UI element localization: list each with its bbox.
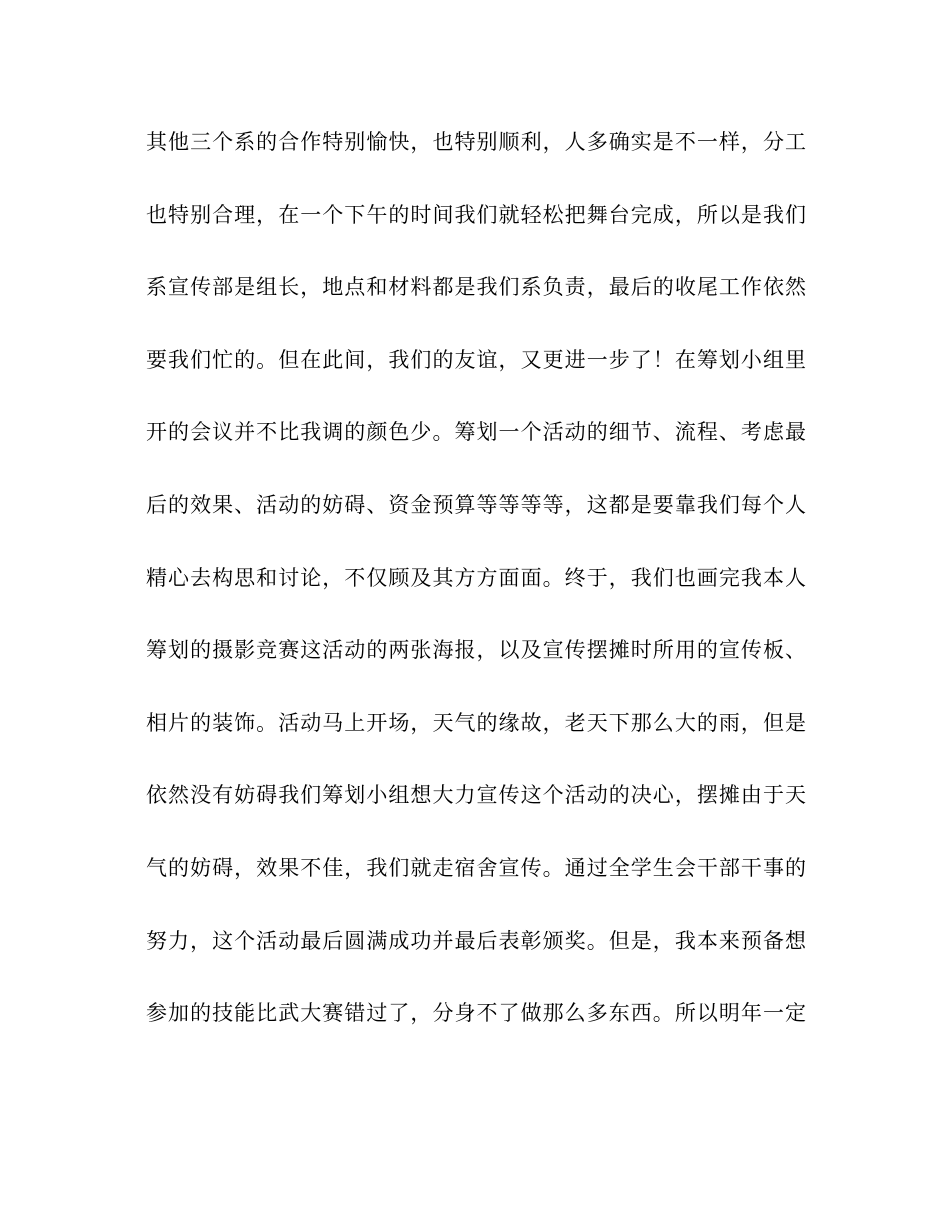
text-line: 系宣传部是组长，地点和材料都是我们系负责，最后的收尾工作依然 [146, 275, 806, 300]
text-line: 要我们忙的。但在此间，我们的友谊，又更进一步了！在筹划小组里 [146, 347, 806, 372]
body-text [146, 122, 806, 1066]
text-line: 其他三个系的合作特别愉快，也特别顺利，人多确实是不一样，分工 [146, 130, 806, 154]
text-line: 气的妨碍，效果不佳，我们就走宿舍宣传。通过全学生会干部干事的 [146, 855, 806, 880]
text-line: 开的会议并不比我调的颜色少。筹划一个活动的细节、流程、考虑最 [146, 420, 806, 445]
text-line: 精心去构思和讨论，不仅顾及其方方面面。终于，我们也画完我本人 [146, 565, 806, 590]
text-line: 依然没有妨碍我们筹划小组想大力宣传这个活动的决心，摆摊由于天 [146, 783, 806, 808]
text-line: 也特别合理，在一个下午的时间我们就轻松把舞台完成，所以是我们 [146, 202, 806, 227]
text-line: 参加的技能比武大赛错过了，分身不了做那么多东西。所以明年一定 [146, 1001, 806, 1026]
text-line: 后的效果、活动的妨碍、资金预算等等等等，这都是要靠我们每个人 [146, 492, 806, 517]
text-line: 努力，这个活动最后圆满成功并最后表彰颁奖。但是，我本来预备想 [146, 928, 806, 953]
text-line: 筹划的摄影竞赛这活动的两张海报，以及宣传摆摊时所用的宣传板、 [146, 638, 806, 663]
text-line: 相片的装饰。活动马上开场，天气的缘故，老天下那么大的雨，但是 [146, 710, 806, 735]
